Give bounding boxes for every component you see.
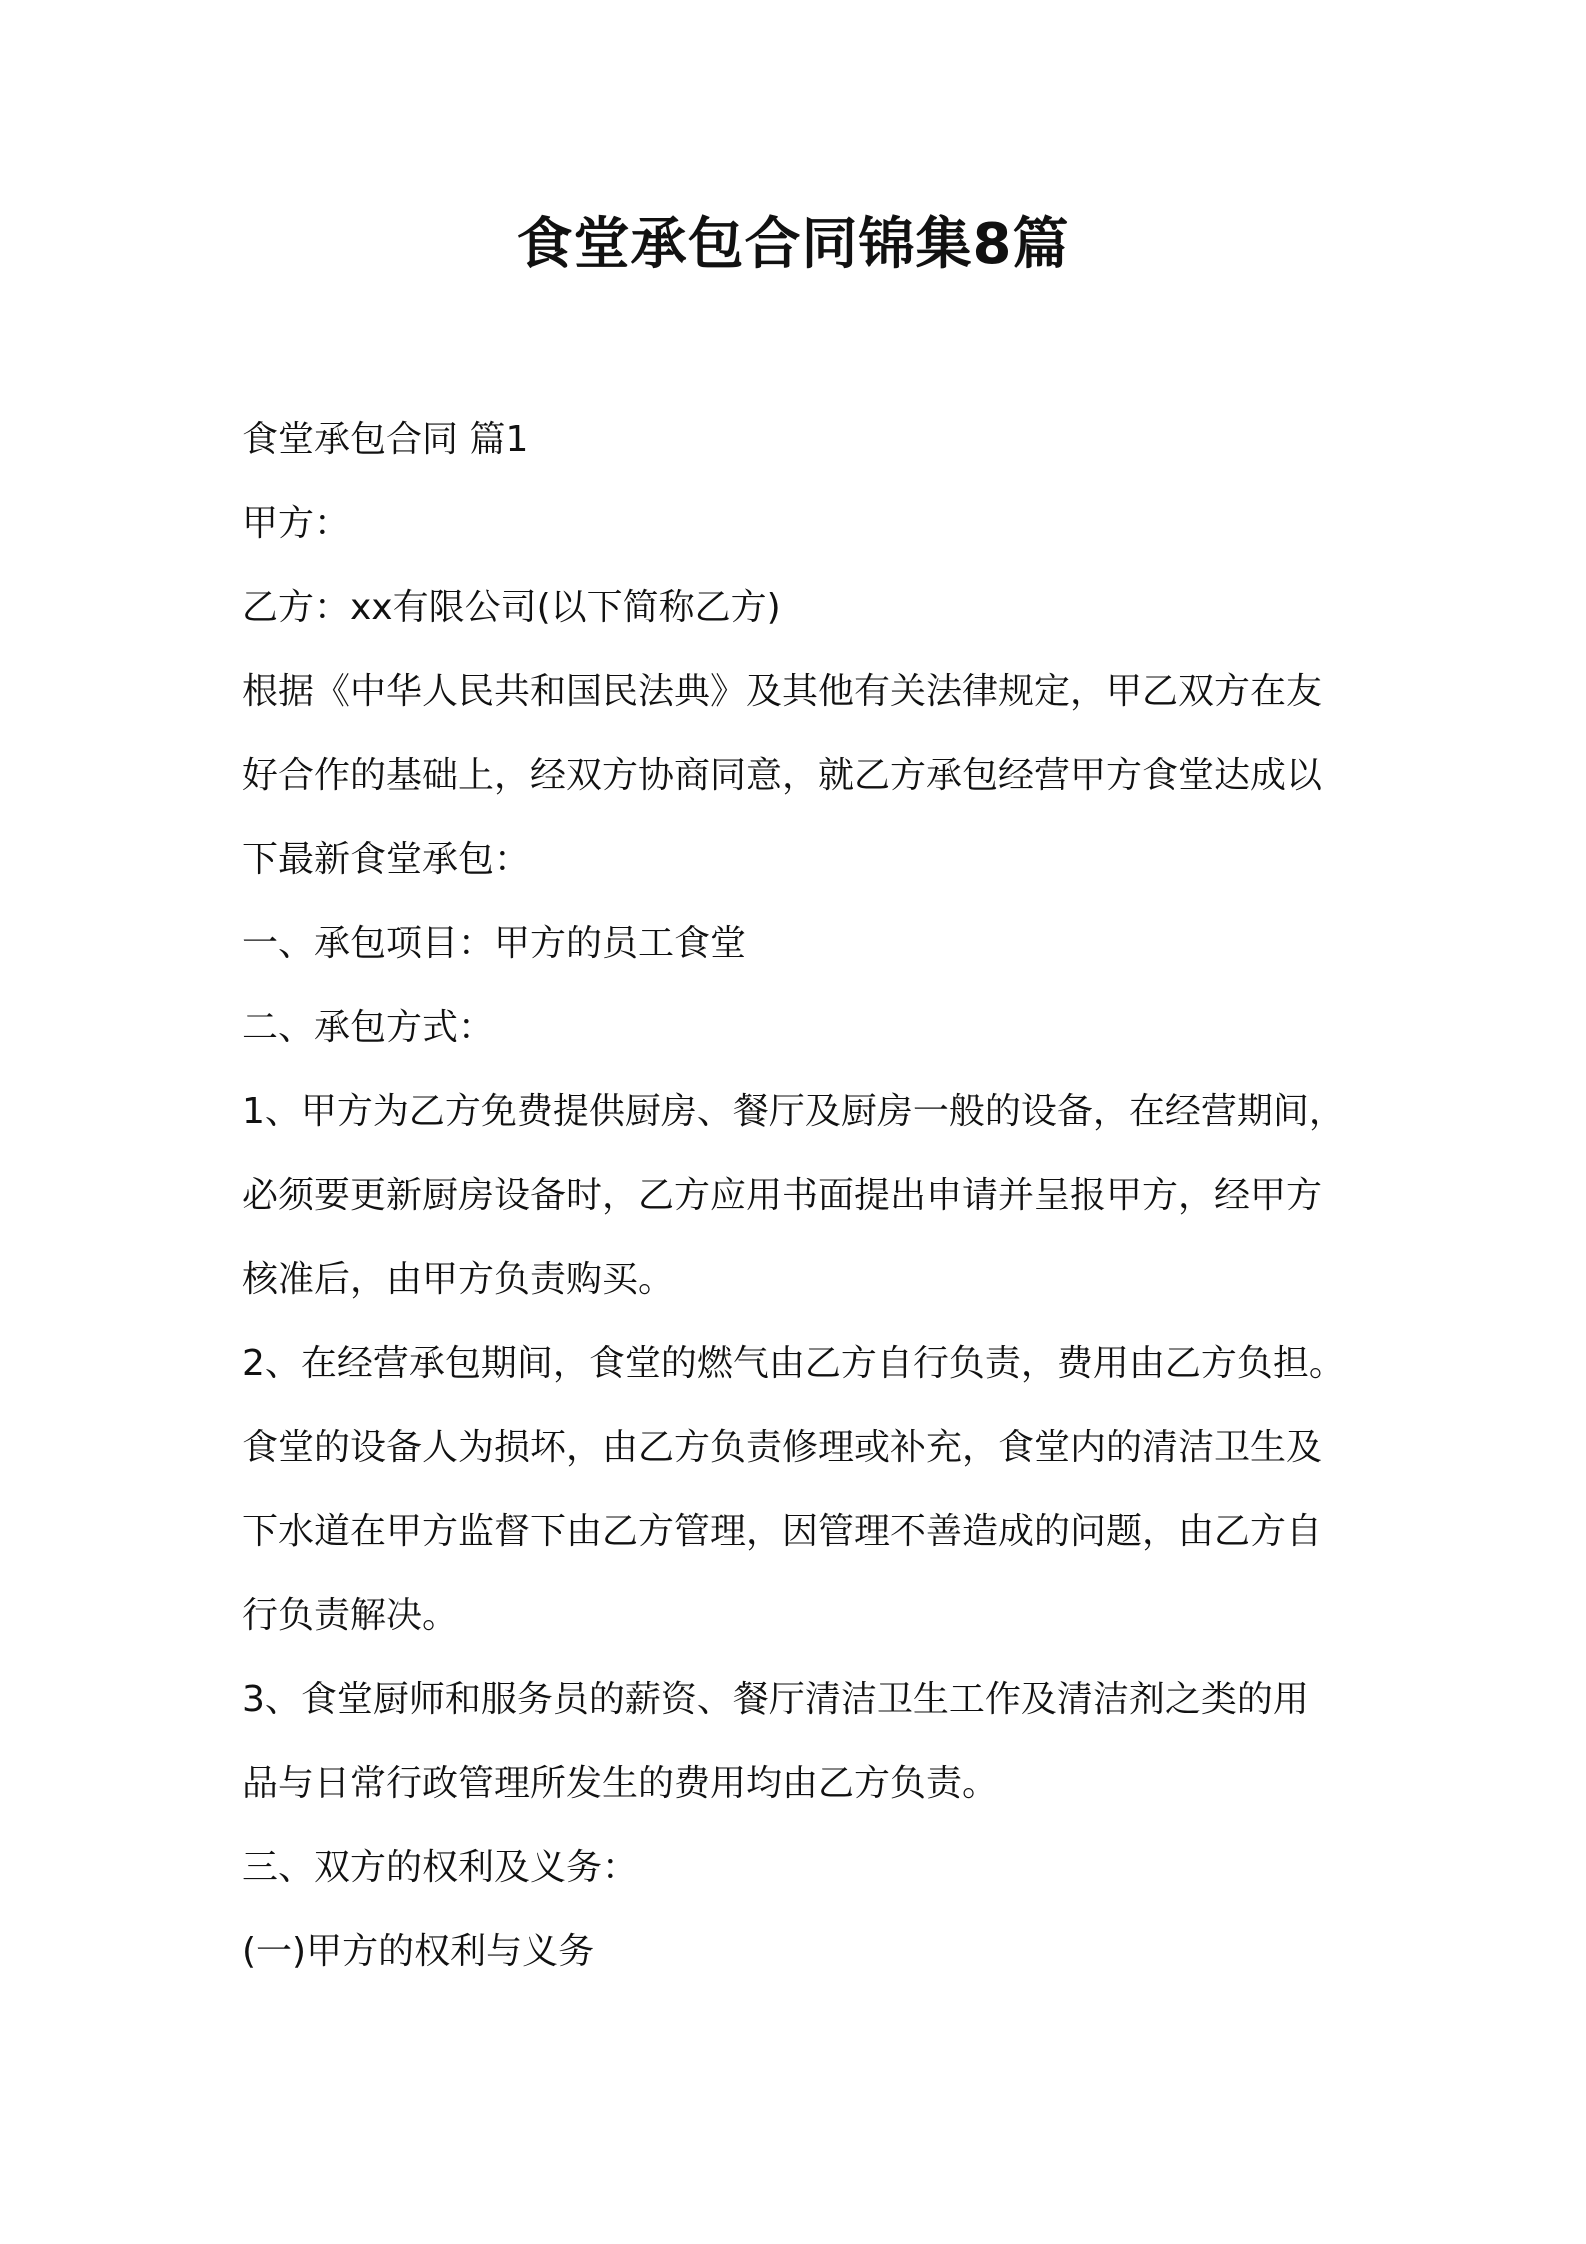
paragraph-line: 2、在经营承包期间，食堂的燃气由乙方自行负责，费用由乙方负担。	[242, 1343, 1345, 1384]
paragraph-line: 1、甲方为乙方免费提供厨房、餐厅及厨房一般的设备，在经营期间，	[242, 1091, 1345, 1132]
paragraph-line: 必须要更新厨房设备时，乙方应用书面提出申请并呈报甲方，经甲方	[242, 1175, 1323, 1216]
document-body	[242, 398, 1362, 1994]
paragraph-line: 3、食堂厨师和服务员的薪资、餐厅清洁卫生工作及清洁剂之类的用	[242, 1679, 1309, 1720]
paragraph-line: 品与日常行政管理所发生的费用均由乙方负责。	[242, 1763, 999, 1804]
paragraph-line: 下水道在甲方监督下由乙方管理，因管理不善造成的问题，由乙方自	[242, 1511, 1323, 1552]
paragraph-line: 下最新食堂承包：	[242, 839, 531, 880]
paragraph-line: 食堂的设备人为损坏，由乙方负责修理或补充，食堂内的清洁卫生及	[242, 1427, 1323, 1468]
section-heading: 食堂承包合同 篇1	[242, 419, 529, 460]
party-b-line: 乙方：xx有限公司(以下简称乙方)	[242, 587, 781, 628]
clause-heading: 三、双方的权利及义务：	[242, 1847, 639, 1888]
party-a-line: 甲方：	[242, 503, 351, 544]
clause-heading: 二、承包方式：	[242, 1007, 495, 1048]
clause-heading: 一、承包项目：甲方的员工食堂	[242, 923, 747, 964]
paragraph-line: 核准后，由甲方负责购买。	[242, 1259, 675, 1300]
paragraph-line: 好合作的基础上，经双方协商同意，就乙方承包经营甲方食堂达成以	[242, 755, 1323, 796]
paragraph-line: 根据《中华人民共和国民法典》及其他有关法律规定，甲乙双方在友	[242, 671, 1323, 712]
paragraph-line: 行负责解决。	[242, 1595, 459, 1636]
document-title: 食堂承包合同锦集8篇	[516, 212, 1070, 277]
sub-clause-heading: (一)甲方的权利与义务	[242, 1931, 595, 1972]
